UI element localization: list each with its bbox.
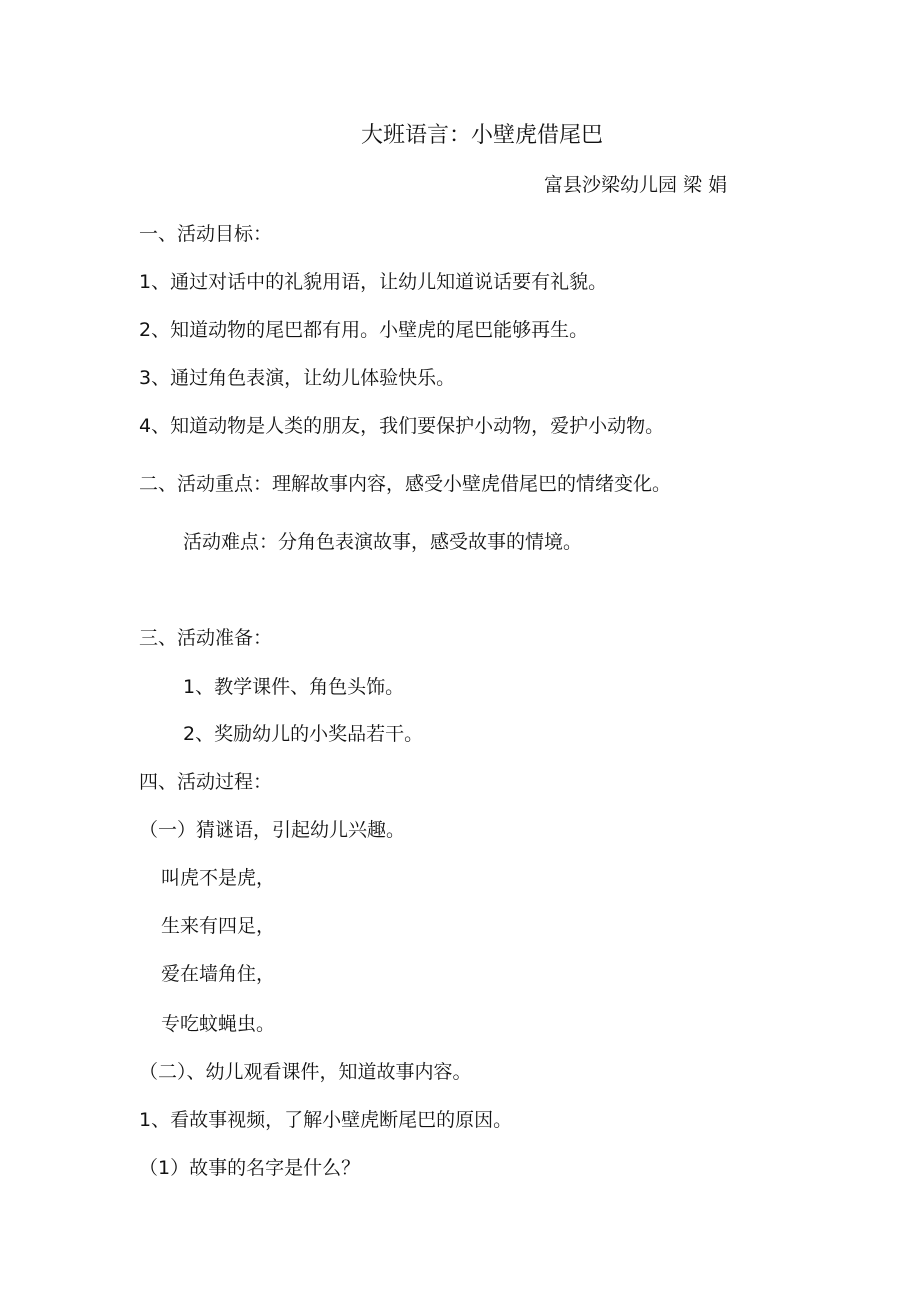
riddle-line-3: 爱在墙角住， <box>161 963 276 985</box>
section-heading-preparation: 三、活动准备： <box>139 627 273 649</box>
riddle-line-4: 专吃蚊蝇虫。 <box>161 1013 276 1035</box>
process-step-1: （一）猜谜语，引起幼儿兴趣。 <box>139 819 406 841</box>
objective-item-3: 3、通过角色表演，让幼儿体验快乐。 <box>139 367 456 389</box>
riddle-line-1: 叫虎不是虎， <box>161 867 276 889</box>
difficulty-line: 活动难点：分角色表演故事，感受故事的情境。 <box>183 531 583 553</box>
author-line: 富县沙梁幼儿园 梁 娟 <box>544 174 728 196</box>
section-heading-process: 四、活动过程： <box>139 771 273 793</box>
riddle-line-2: 生来有四足， <box>161 915 276 937</box>
objective-item-2: 2、知道动物的尾巴都有用。小壁虎的尾巴能够再生。 <box>139 319 589 341</box>
preparation-item-2: 2、奖励幼儿的小奖品若干。 <box>183 723 424 745</box>
process-step-2: （二）、幼儿观看课件，知道故事内容。 <box>139 1061 472 1083</box>
process-substep-1: 1、看故事视频，了解小壁虎断尾巴的原因。 <box>139 1109 513 1131</box>
objective-item-4: 4、知道动物是人类的朋友，我们要保护小动物，爱护小动物。 <box>139 415 665 437</box>
document-title: 大班语言：小壁虎借尾巴 <box>361 123 604 148</box>
section-heading-objectives: 一、活动目标： <box>139 223 273 245</box>
objective-item-1: 1、通过对话中的礼貌用语，让幼儿知道说话要有礼貌。 <box>139 271 608 293</box>
section-heading-key-point: 二、活动重点：理解故事内容，感受小壁虎借尾巴的情绪变化。 <box>139 473 672 495</box>
preparation-item-1: 1、教学课件、角色头饰。 <box>183 676 405 698</box>
question-line-1: （1）故事的名字是什么？ <box>139 1157 361 1179</box>
